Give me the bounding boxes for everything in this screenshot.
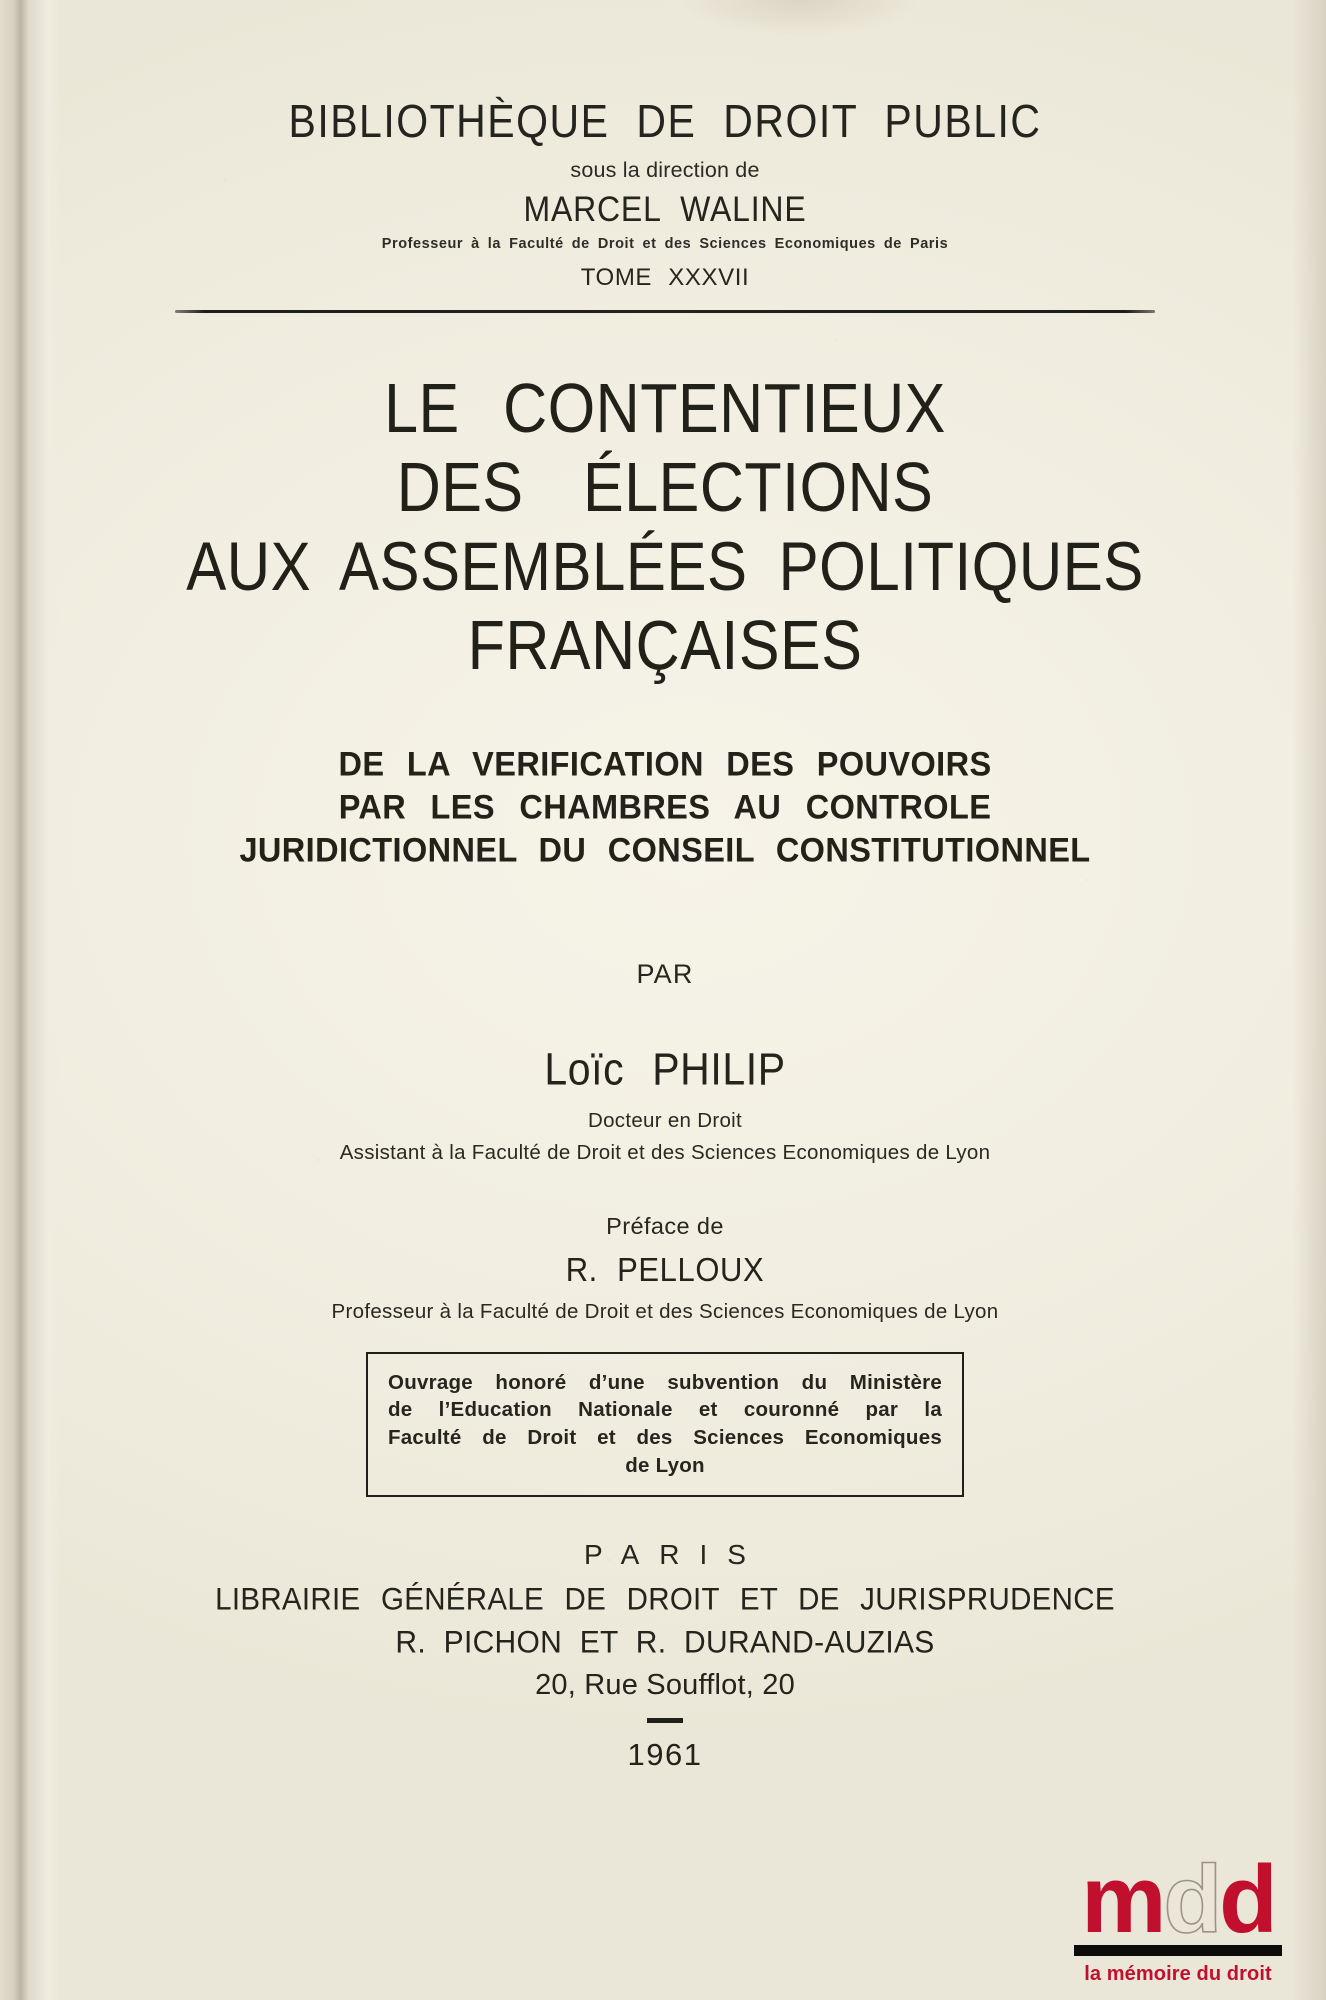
subvention-line-1: Ouvrage honoré d’une subvention du Ministère xyxy=(388,1370,942,1394)
book-title-line-1: LE CONTENTIEUX xyxy=(384,369,946,447)
author-name: Loïc PHILIP xyxy=(544,1043,786,1094)
mdd-logo xyxy=(1066,1846,1290,1986)
subvention-notice-box xyxy=(366,1352,964,1498)
series-director-role: Professeur à la Faculté de Droit et des Sciences Economiques de Paris xyxy=(381,236,949,253)
page-edge-shadow xyxy=(1292,0,1326,2000)
mdd-logo-letter-d-solid: d xyxy=(1219,1846,1275,1953)
mdd-logo-wordmark xyxy=(1066,1846,1290,1953)
publication-year: 1961 xyxy=(627,1737,703,1773)
series-director-name: MARCEL WALINE xyxy=(523,189,807,229)
book-title-line-2: DES ÉLECTIONS xyxy=(396,448,934,527)
series-direction-label: sous la direction de xyxy=(570,158,760,183)
subvention-line-4: de Lyon xyxy=(625,1453,705,1477)
series-header xyxy=(60,0,1270,292)
mdd-logo-letter-d-outline: d xyxy=(1163,1846,1220,1953)
book-title xyxy=(60,369,1270,685)
publisher-city: PARIS xyxy=(584,1539,766,1571)
author-affiliation: Assistant à la Faculté de Droit et des Sciences Economiques de Lyon xyxy=(339,1140,991,1164)
binding-gutter-shadow xyxy=(0,0,60,2000)
series-title: BIBLIOTHÈQUE DE DROIT PUBLIC xyxy=(288,95,1042,148)
mdd-logo-letter-m: m xyxy=(1081,1846,1164,1953)
header-divider-rule xyxy=(175,310,1155,313)
ornament-dash xyxy=(647,1718,683,1723)
author-by-label: PAR xyxy=(636,958,694,989)
publisher-address: 20, Rue Soufflot, 20 xyxy=(535,1669,795,1702)
book-subtitle-line-2: PAR LES CHAMBRES AU CONTROLE xyxy=(338,788,992,827)
book-subtitle-line-1: DE LA VERIFICATION DES POUVOIRS xyxy=(338,744,992,783)
book-subtitle xyxy=(60,743,1270,873)
mdd-logo-tagline: la mémoire du droit xyxy=(1084,1963,1272,1985)
subvention-line-2: de l’Education Nationale et couronné par la xyxy=(388,1398,942,1422)
preface-author-name: R. PELLOUX xyxy=(565,1250,765,1288)
preface-author-affiliation: Professeur à la Faculté de Droit et des Sciences Economiques de Lyon xyxy=(331,1299,999,1323)
title-page-content xyxy=(60,0,1270,2000)
book-title-line-4: FRANÇAISES xyxy=(467,605,863,684)
preface-label: Préface de xyxy=(606,1212,724,1239)
publisher-house-name: LIBRAIRIE GÉNÉRALE DE DROIT ET DE JURISPRUDENCE xyxy=(215,1582,1115,1618)
book-title-line-3: AUX ASSEMBLÉES POLITIQUES xyxy=(186,527,1144,605)
series-tome-number: TOME XXXVII xyxy=(580,264,750,292)
author-degree: Docteur en Droit xyxy=(587,1108,743,1132)
subvention-line-3: Faculté de Droit et des Sciences Economiques xyxy=(388,1425,942,1449)
publisher-partners: R. PICHON ET R. DURAND-AUZIAS xyxy=(395,1625,935,1661)
book-subtitle-line-3: JURIDICTIONNEL DU CONSEIL CONSTITUTIONNEL xyxy=(239,831,1091,870)
